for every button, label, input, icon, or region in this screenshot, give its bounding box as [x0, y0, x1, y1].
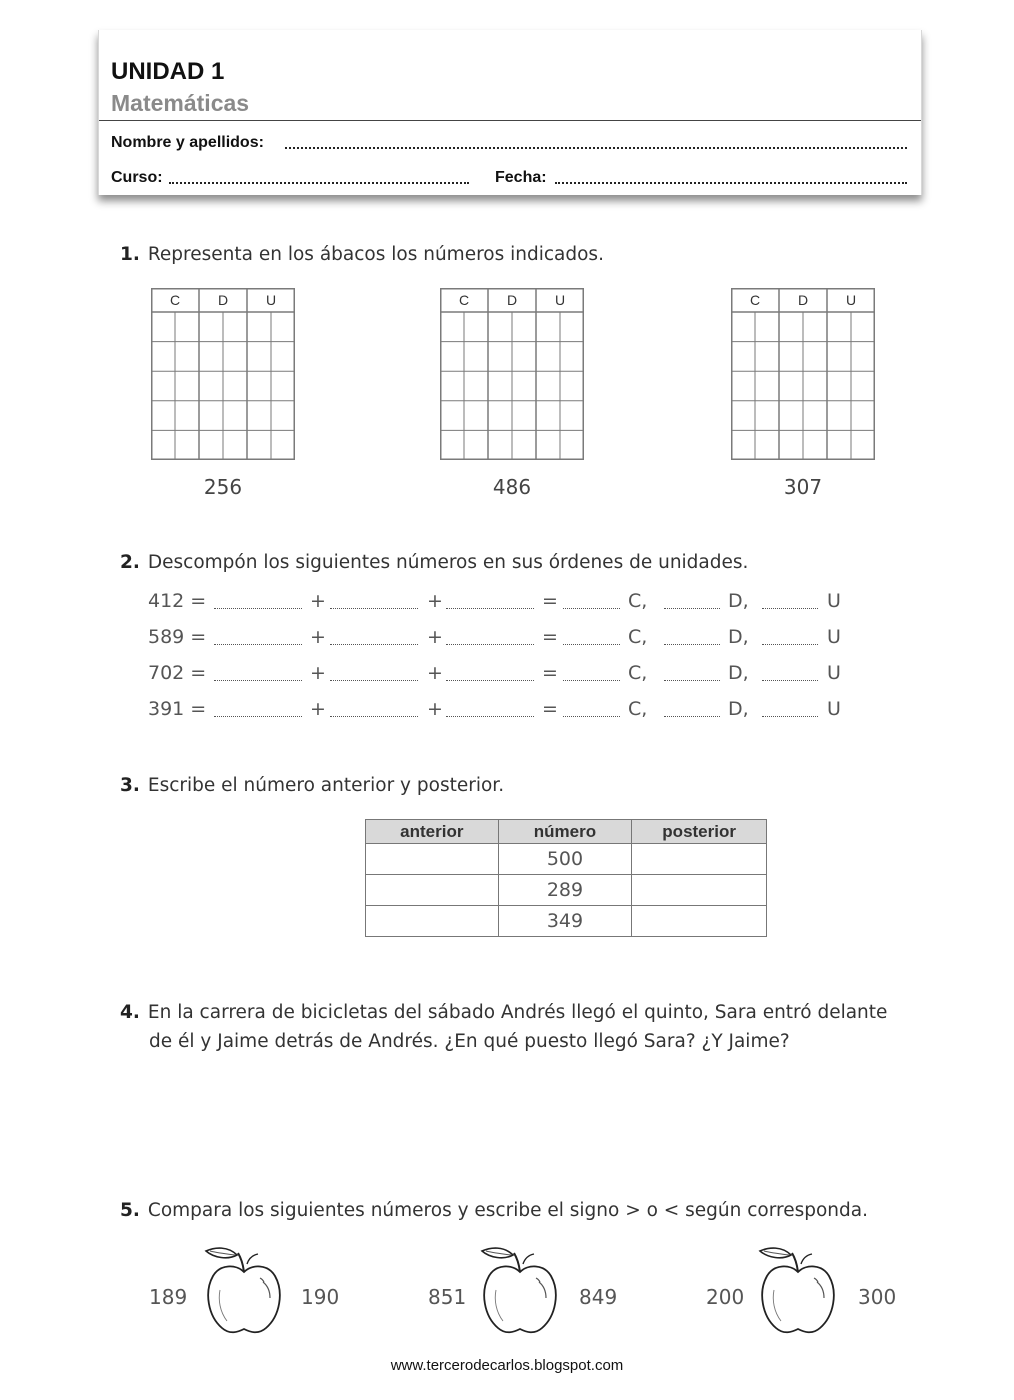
- plus-sign: +: [427, 698, 443, 720]
- decomposed-number: 702 =: [148, 662, 207, 684]
- plus-sign: +: [427, 626, 443, 648]
- question-4: [120, 1002, 887, 1023]
- question-number: 1.: [120, 244, 140, 265]
- compare-left-number: 189: [149, 1285, 188, 1309]
- abacus-column-label: D: [797, 292, 809, 308]
- posterior-cell[interactable]: [632, 875, 767, 906]
- equals-sign: =: [542, 698, 558, 720]
- question-1: [120, 244, 604, 265]
- units-count-blank[interactable]: [762, 608, 818, 609]
- units-value-blank[interactable]: [446, 644, 534, 645]
- course-label: Curso:: [111, 169, 163, 186]
- abacus-column-label: C: [458, 292, 470, 308]
- decomposed-number: 412 =: [148, 590, 207, 612]
- question-number: 5.: [120, 1200, 140, 1221]
- anterior-cell[interactable]: [366, 906, 499, 937]
- date-label: Fecha:: [495, 169, 547, 186]
- decomposed-number: 589 =: [148, 626, 207, 648]
- units-value-blank[interactable]: [446, 680, 534, 681]
- posterior-cell[interactable]: [632, 844, 767, 875]
- footer-url: www.tercerodecarlos.blogspot.com: [390, 1357, 624, 1374]
- header-divider: [99, 120, 921, 121]
- plus-sign: +: [310, 662, 326, 684]
- plus-sign: +: [427, 662, 443, 684]
- abacus-column-label: D: [506, 292, 518, 308]
- hundreds-unit-label: C,: [628, 662, 648, 684]
- question-5: [120, 1200, 868, 1221]
- hundreds-unit-label: C,: [628, 698, 648, 720]
- decomposition-row: [148, 590, 848, 616]
- compare-right-number: 190: [301, 1285, 340, 1309]
- number-cell: 500: [498, 844, 632, 875]
- plus-sign: +: [310, 590, 326, 612]
- hundreds-value-blank[interactable]: [214, 608, 302, 609]
- hundreds-unit-label: C,: [628, 590, 648, 612]
- question-2: [120, 552, 748, 573]
- question-number: 4.: [120, 1002, 140, 1023]
- hundreds-count-blank[interactable]: [563, 680, 620, 681]
- units-value-blank[interactable]: [446, 716, 534, 717]
- hundreds-count-blank[interactable]: [563, 644, 620, 645]
- number-cell: 349: [498, 906, 632, 937]
- abacus-number: 486: [492, 475, 532, 499]
- question-text: Compara los siguientes números y escribe el signo > o < según corresponda.: [147, 1200, 868, 1221]
- header-posterior: posterior: [632, 820, 767, 844]
- plus-sign: +: [310, 698, 326, 720]
- name-label: Nombre y apellidos:: [111, 134, 264, 151]
- compare-left-number: 851: [428, 1285, 467, 1309]
- tens-unit-label: D,: [728, 698, 749, 720]
- abacus-column-label: D: [217, 292, 229, 308]
- apple-answer-icon[interactable]: [200, 1242, 288, 1337]
- hundreds-value-blank[interactable]: [214, 644, 302, 645]
- abacus-grid: [151, 288, 295, 460]
- units-count-blank[interactable]: [762, 680, 818, 681]
- compare-right-number: 849: [579, 1285, 618, 1309]
- abacus-1[interactable]: [151, 288, 295, 460]
- decomposed-number: 391 =: [148, 698, 207, 720]
- question-text-line-2: de él y Jaime detrás de Andrés. ¿En qué puesto llegó Sara? ¿Y Jaime?: [149, 1031, 790, 1052]
- tens-count-blank[interactable]: [664, 608, 720, 609]
- tens-unit-label: D,: [728, 662, 749, 684]
- abacus-3[interactable]: [731, 288, 875, 460]
- equals-sign: =: [542, 662, 558, 684]
- subject-title: Matemáticas: [111, 90, 250, 116]
- units-value-blank[interactable]: [446, 608, 534, 609]
- header-numero: número: [498, 820, 632, 844]
- tens-value-blank[interactable]: [330, 608, 418, 609]
- question-text-line-1: En la carrera de bicicletas del sábado Andrés llegó el quinto, Sara entró delante: [147, 1002, 888, 1023]
- units-unit-label: U: [827, 698, 841, 720]
- abacus-grid: [731, 288, 875, 460]
- question-text: Descompón los siguientes números en sus órdenes de unidades.: [147, 552, 749, 573]
- apple-answer-icon[interactable]: [754, 1242, 842, 1337]
- abacus-column-label: C: [749, 292, 761, 308]
- plus-sign: +: [427, 590, 443, 612]
- table-row: [366, 906, 767, 937]
- tens-value-blank[interactable]: [330, 716, 418, 717]
- anterior-cell[interactable]: [366, 875, 499, 906]
- table-row: [366, 844, 767, 875]
- tens-value-blank[interactable]: [330, 644, 418, 645]
- abacus-number: 307: [783, 475, 823, 499]
- before-after-table: [365, 819, 767, 937]
- question-number: 3.: [120, 775, 140, 796]
- name-field[interactable]: [285, 147, 907, 149]
- units-unit-label: U: [827, 626, 841, 648]
- abacus-column-label: U: [845, 292, 857, 308]
- course-field[interactable]: [169, 182, 469, 184]
- abacus-number: 256: [203, 475, 243, 499]
- abacus-2[interactable]: [440, 288, 584, 460]
- tens-unit-label: D,: [728, 590, 749, 612]
- tens-count-blank[interactable]: [664, 716, 720, 717]
- tens-count-blank[interactable]: [664, 644, 720, 645]
- unit-title: UNIDAD 1: [111, 58, 225, 85]
- units-count-blank[interactable]: [762, 644, 818, 645]
- tens-count-blank[interactable]: [664, 680, 720, 681]
- decomposition-row: [148, 698, 848, 724]
- units-unit-label: U: [827, 590, 841, 612]
- question-text: Representa en los ábacos los números indicados.: [147, 244, 604, 265]
- question-4-continued: [149, 1031, 790, 1052]
- posterior-cell[interactable]: [632, 906, 767, 937]
- compare-left-number: 200: [706, 1285, 745, 1309]
- abacus-column-label: C: [169, 292, 181, 308]
- header-anterior: anterior: [366, 820, 499, 844]
- anterior-cell[interactable]: [366, 844, 499, 875]
- plus-sign: +: [310, 626, 326, 648]
- abacus-grid: [440, 288, 584, 460]
- hundreds-unit-label: C,: [628, 626, 648, 648]
- units-count-blank[interactable]: [762, 716, 818, 717]
- tens-unit-label: D,: [728, 626, 749, 648]
- table-row: [366, 875, 767, 906]
- question-number: 2.: [120, 552, 140, 573]
- hundreds-count-blank[interactable]: [563, 608, 620, 609]
- decomposition-row: [148, 626, 848, 652]
- apple-answer-icon[interactable]: [476, 1242, 564, 1337]
- question-3: [120, 775, 504, 796]
- apple-icon: [476, 1242, 564, 1337]
- abacus-column-label: U: [265, 292, 277, 308]
- question-text: Escribe el número anterior y posterior.: [147, 775, 505, 796]
- date-field[interactable]: [555, 182, 907, 184]
- hundreds-value-blank[interactable]: [214, 716, 302, 717]
- units-unit-label: U: [827, 662, 841, 684]
- equals-sign: =: [542, 590, 558, 612]
- abacus-column-label: U: [554, 292, 566, 308]
- compare-right-number: 300: [858, 1285, 897, 1309]
- apple-icon: [754, 1242, 842, 1337]
- tens-value-blank[interactable]: [330, 680, 418, 681]
- equals-sign: =: [542, 626, 558, 648]
- apple-icon: [200, 1242, 288, 1337]
- hundreds-count-blank[interactable]: [563, 716, 620, 717]
- decomposition-row: [148, 662, 848, 688]
- hundreds-value-blank[interactable]: [214, 680, 302, 681]
- header-card: [98, 30, 922, 195]
- number-cell: 289: [498, 875, 632, 906]
